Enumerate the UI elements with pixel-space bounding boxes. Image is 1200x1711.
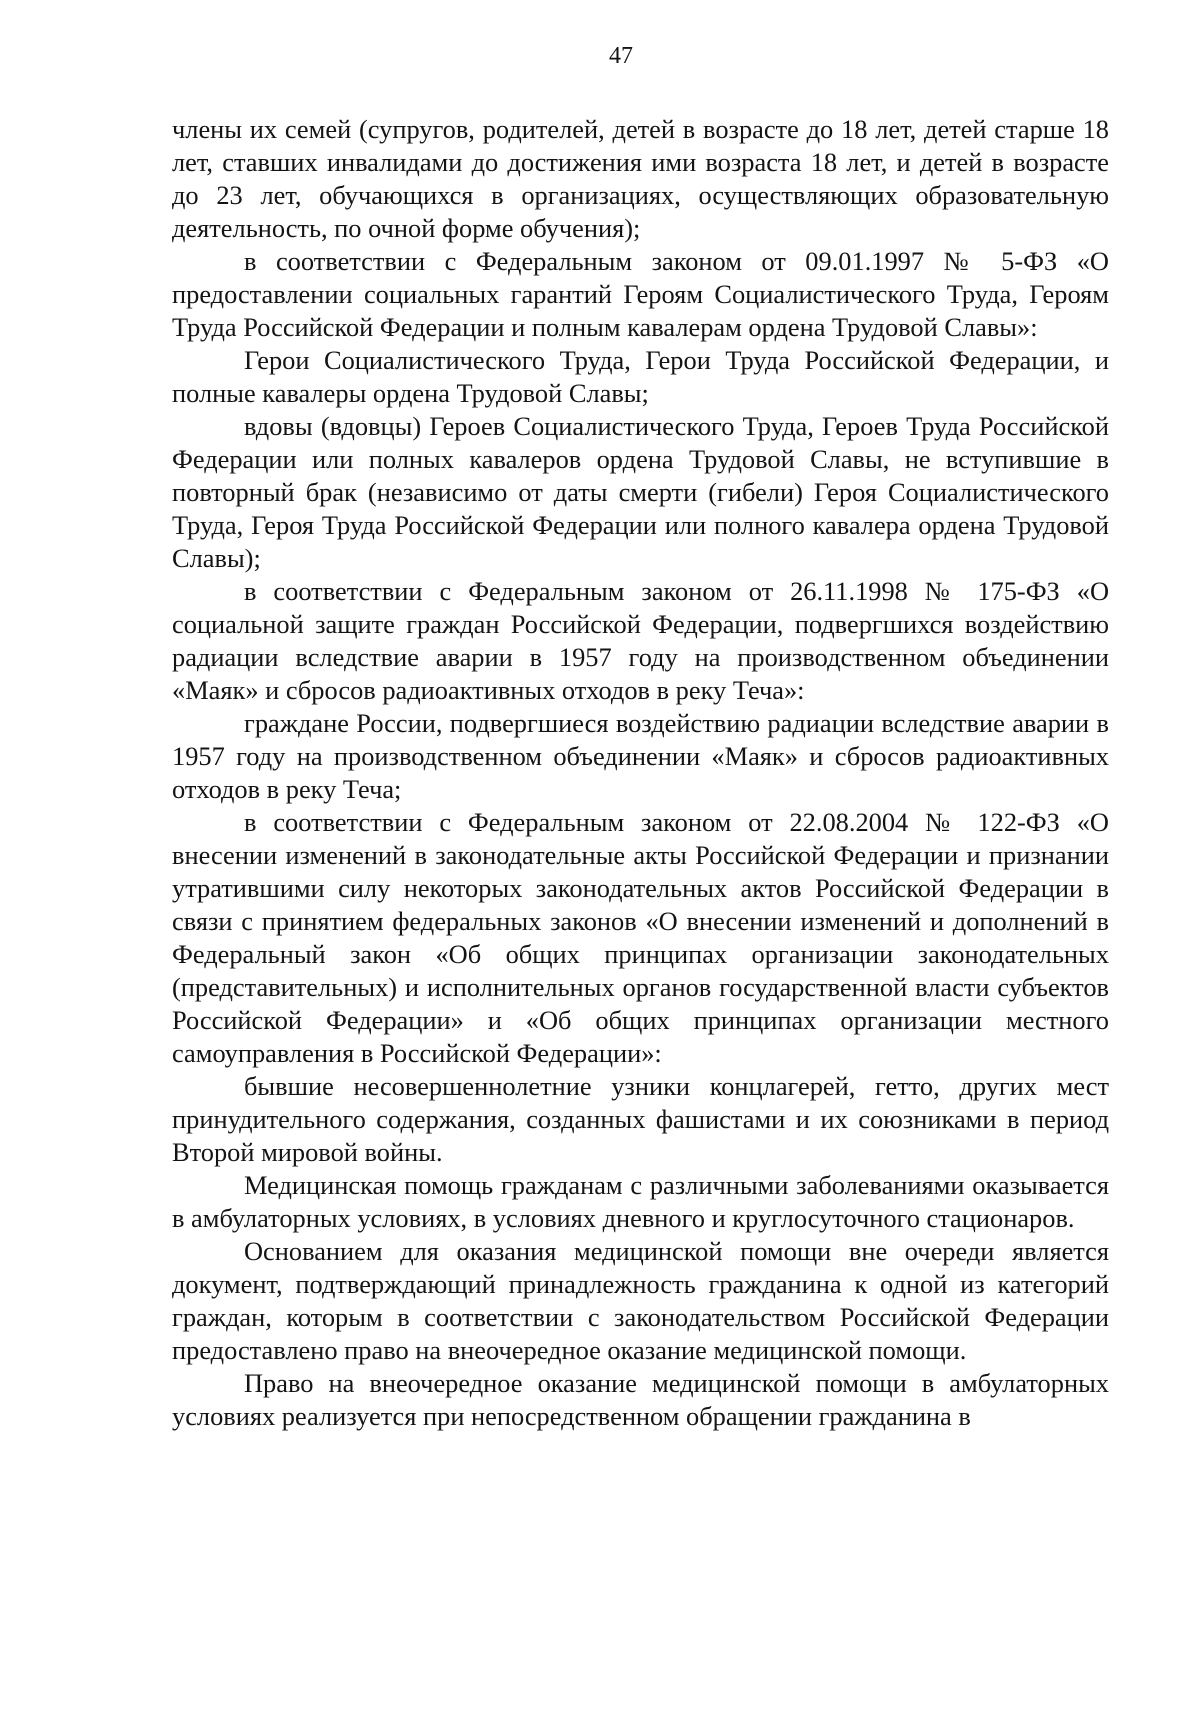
paragraph-radiation-victims: граждане России, подвергшиеся воздействию радиации вследствие аварии в 1957 году на производственном объединении «Маяк» и сбросов радиоактивных отходов в реку Теча; (172, 708, 1109, 804)
paragraph-outpatient-right: Право на внеочередное оказание медицинской помощи в амбулаторных условиях реализуется при непосредственном обращении гражданина в (172, 1368, 1109, 1431)
paragraph-basis-document: Основанием для оказания медицинской помощи вне очереди является документ, подтверждающий принадлежность гражданина к одной из категорий граждан, которым в соответствии с законодательством Российской Федерации предоставлено право на внеочередное оказание медицинской помощи. (172, 1236, 1109, 1365)
paragraph-law-122-fz: в соответствии с Федеральным законом от 22.08.2004 № 122-ФЗ «О внесении изменений в законодательные акты Российской Федерации и признании утратившими силу некоторых законодательных актов Российской Федерации в связи с принятием федеральных законов «О внесении изменений и дополнений в Федеральный закон «Об общих принципах организации законодательных (представительных) и исполнительных органов государственной власти субъектов Российской Федерации» и «Об общих принципах организации местного самоуправления в Российской Федерации»: (172, 807, 1109, 1068)
paragraph-widows-of-heroes: вдовы (вдовцы) Героев Социалистического Труда, Героев Труда Российской Федерации или полных кавалеров ордена Трудовой Славы, не вступившие в повторный брак (независимо от даты смерти (гибели) Героя Социалистического Труда, Героя Труда Российской Федерации или полного кавалера ордена Трудовой Славы); (172, 411, 1109, 573)
paragraph-heroes-of-labor: Герои Социалистического Труда, Герои Труда Российской Федерации, и полные кавалеры ордена Трудовой Славы; (172, 345, 1109, 408)
paragraph-medical-care-conditions: Медицинская помощь гражданам с различными заболеваниями оказывается в амбулаторных условиях, в условиях дневного и круглосуточного стационаров. (172, 1170, 1109, 1233)
document-body (172, 113, 1109, 1433)
paragraph-former-prisoners: бывшие несовершеннолетние узники концлагерей, гетто, других мест принудительного содержания, созданных фашистами и их союзниками в период Второй мировой войны. (172, 1071, 1109, 1167)
paragraph-law-175-fz: в соответствии с Федеральным законом от 26.11.1998 № 175-ФЗ «О социальной защите граждан Российской Федерации, подвергшихся воздействию радиации вследствие аварии в 1957 году на производственном объединении «Маяк» и сбросов радиоактивных отходов в реку Теча»: (172, 576, 1109, 705)
page-number: 47 (609, 43, 633, 69)
paragraph-family-members: члены их семей (супругов, родителей, детей в возрасте до 18 лет, детей старше 18 лет, ставших инвалидами до достижения ими возраста 18 лет, и детей в возрасте до 23 лет, обучающихся в организациях, осуществляющих образовательную деятельность, по очной форме обучения); (172, 114, 1109, 243)
paragraph-law-5-fz: в соответствии с Федеральным законом от 09.01.1997 № 5-ФЗ «О предоставлении социальных гарантий Героям Социалистического Труда, Героям Труда Российской Федерации и полным кавалерам ордена Трудовой Славы»: (172, 246, 1109, 342)
